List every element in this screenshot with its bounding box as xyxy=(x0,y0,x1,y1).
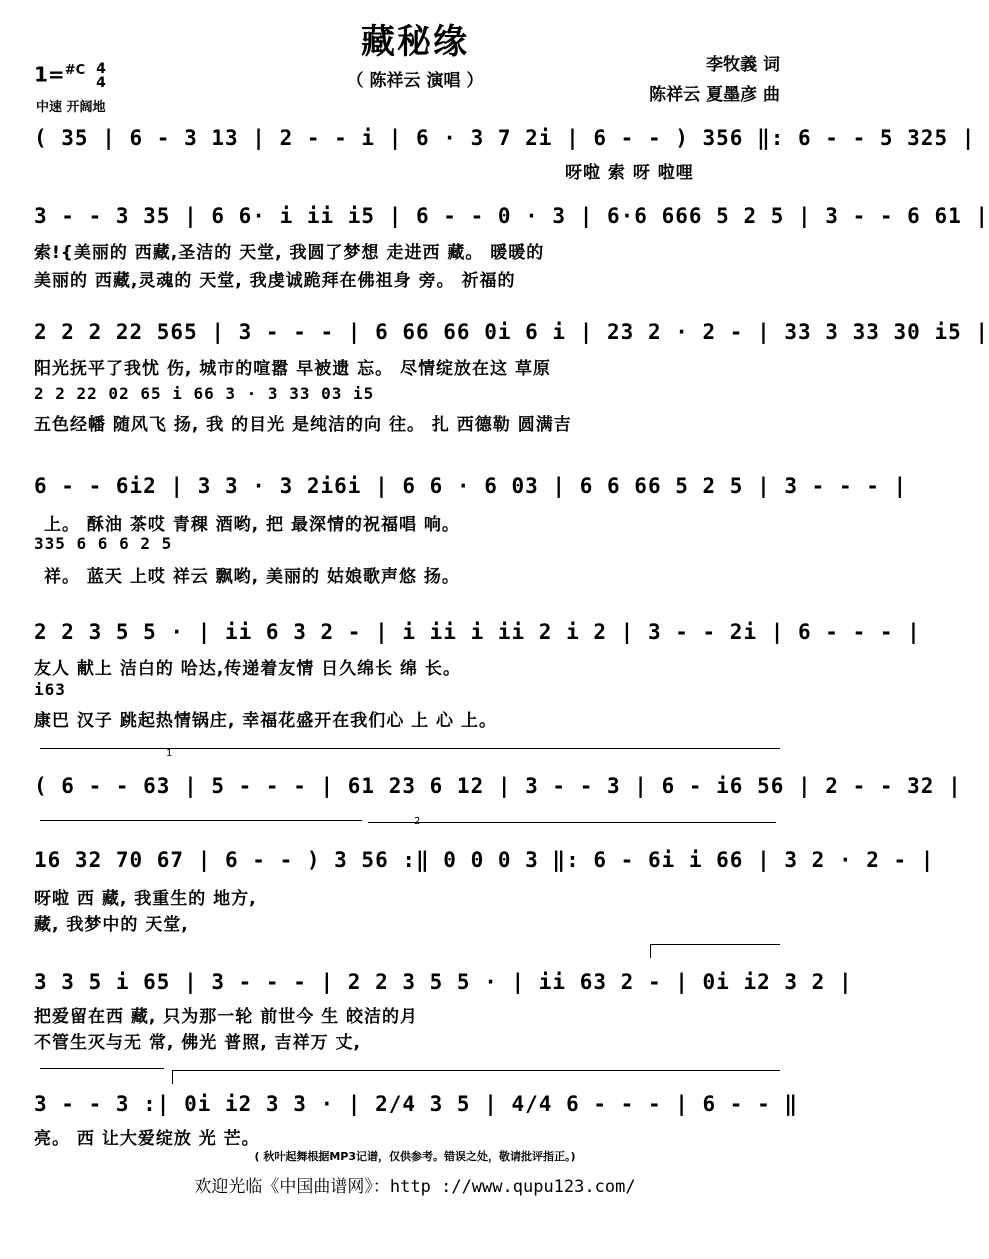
volta-bracket-2 xyxy=(368,822,776,823)
lyricist-credit: 李牧義 词 xyxy=(706,55,780,75)
volta-bracket-4 xyxy=(40,1068,164,1069)
score-row-5-alt-notes: i63 xyxy=(34,680,66,699)
tempo-marking: 中速 开阔地 xyxy=(36,100,106,115)
score-row-4-lyric-1: 上。 酥油 茶哎 青稞 酒哟, 把 最深情的祝福唱 响。 xyxy=(44,515,460,535)
score-row-5-lyric-2: 康巴 汉子 跳起热情锅庄, 幸福花盛开在我们心 上 心 上。 xyxy=(34,711,497,731)
score-row-7-notes: 16 32 70 67 | 6 - - ) 3 56 :‖ 0 0 0 3 ‖: 6 - 6i i 66 | 3 2 · 2 - | xyxy=(34,848,935,872)
score-row-3-notes: 2 2 2 22 565 | 3 - - - | 6 66 66 0i 6 i | 23 2 · 2 - | 33 3 33 30 i5 | xyxy=(34,320,989,344)
key-prefix: 1= xyxy=(34,62,65,87)
score-row-8-lyric-2: 不管生灭与无 常, 佛光 普照, 吉祥万 丈, xyxy=(34,1033,361,1053)
score-row-3-lyric-2: 五色经幡 随风飞 扬, 我 的目光 是纯洁的向 往。 扎 西德勒 圆满吉 xyxy=(34,415,572,435)
score-row-1-lyric-1: 呀啦 索 呀 啦哩 xyxy=(565,163,694,183)
volta-label-2: 2 xyxy=(414,816,421,827)
score-row-2-notes: 3 - - 3 35 | 6 6· i ii i5 | 6 - - 0 · 3 | 6·6 666 5 2 5 | 3 - - 6 61 | xyxy=(34,204,989,228)
score-row-3-lyric-1: 阳光抚平了我忧 伤, 城市的喧嚣 早被遗 忘。 尽情绽放在这 草原 xyxy=(34,359,551,379)
page-title: 藏秘缘 xyxy=(361,22,469,62)
singer-credit: （ 陈祥云 演唱 ） xyxy=(346,71,484,91)
score-row-7-lyric-1: 呀啦 西 藏, 我重生的 地方, xyxy=(34,889,257,909)
volta-bracket-5 xyxy=(172,1070,780,1071)
score-row-2-lyric-1: 索!{美丽的 西藏,圣洁的 天堂, 我圆了梦想 走进西 藏。 暖暖的 xyxy=(34,243,545,263)
volta-bracket-3 xyxy=(650,944,780,945)
composer-credit: 陈祥云 夏墨彦 曲 xyxy=(649,85,780,105)
score-row-8-lyric-1: 把爱留在西 藏, 只为那一轮 前世今 生 皎洁的月 xyxy=(34,1007,419,1027)
score-row-2-lyric-2: 美丽的 西藏,灵魂的 天堂, 我虔诚跪拜在佛祖身 旁。 祈福的 xyxy=(34,271,516,291)
score-row-5-notes: 2 2 3 5 5 · | ii 6 3 2 - | i ii i ii 2 i 2 | 3 - - 2i | 6 - - - | xyxy=(34,620,921,644)
score-row-4-lyric-2: 祥。 蓝天 上哎 祥云 飘哟, 美丽的 姑娘歌声悠 扬。 xyxy=(44,567,460,587)
score-row-9-lyric-1: 亮。 西 让大爱绽放 光 芒。 xyxy=(34,1129,260,1149)
score-row-5-lyric-1: 友人 献上 洁白的 哈达,传递着友情 日久绵长 绵 长。 xyxy=(34,659,461,679)
score-row-6-notes: ( 6 - - 63 | 5 - - - | 61 23 6 12 | 3 - - 3 | 6 - i6 56 | 2 - - 32 | xyxy=(34,774,962,798)
volta-bracket-5-edge xyxy=(172,1070,173,1084)
volta-label-1: 1 xyxy=(166,748,173,759)
time-beats: 4 xyxy=(96,61,106,77)
time-unit: 4 xyxy=(96,75,106,91)
volta-bracket-3-edge xyxy=(650,944,651,958)
volta-bracket-1 xyxy=(40,748,780,749)
transcription-note: ( 秋叶起舞根据MP3记谱，仅供参考。错误之处，敬请批评指正。) xyxy=(254,1150,576,1163)
score-row-7-lyric-2: 藏, 我梦中的 天堂, xyxy=(34,915,189,935)
score-row-1-notes: ( 35 | 6 - 3 13 | 2 - - i | 6 · 3 7 2i | 6 - - ) 356 ‖: 6 - - 5 325 | xyxy=(34,126,976,150)
volta-bracket-1-end xyxy=(40,820,362,821)
score-row-3-alt-notes: 2 2 22 02 65 i 66 3 · 3 33 03 i5 xyxy=(34,384,375,403)
score-row-9-notes: 3 - - 3 :| 0i i2 3 3 · | 2/4 3 5 | 4/4 6 - - - | 6 - - ‖ xyxy=(34,1092,799,1116)
score-row-8-notes: 3 3 5 i 65 | 3 - - - | 2 2 3 5 5 · | ii 63 2 - | 0i i2 3 2 | xyxy=(34,970,853,994)
score-row-4-notes: 6 - - 6i2 | 3 3 · 3 2i6i | 6 6 · 6 03 | 6 6 66 5 2 5 | 3 - - - | xyxy=(34,474,908,498)
site-link[interactable]: 欢迎光临《中国曲谱网》：http ://www.qupu123.com/ xyxy=(194,1177,636,1197)
score-row-4-alt-notes: 335 6 6 6 2 5 xyxy=(34,534,173,553)
key-sharp: #C xyxy=(64,62,86,78)
